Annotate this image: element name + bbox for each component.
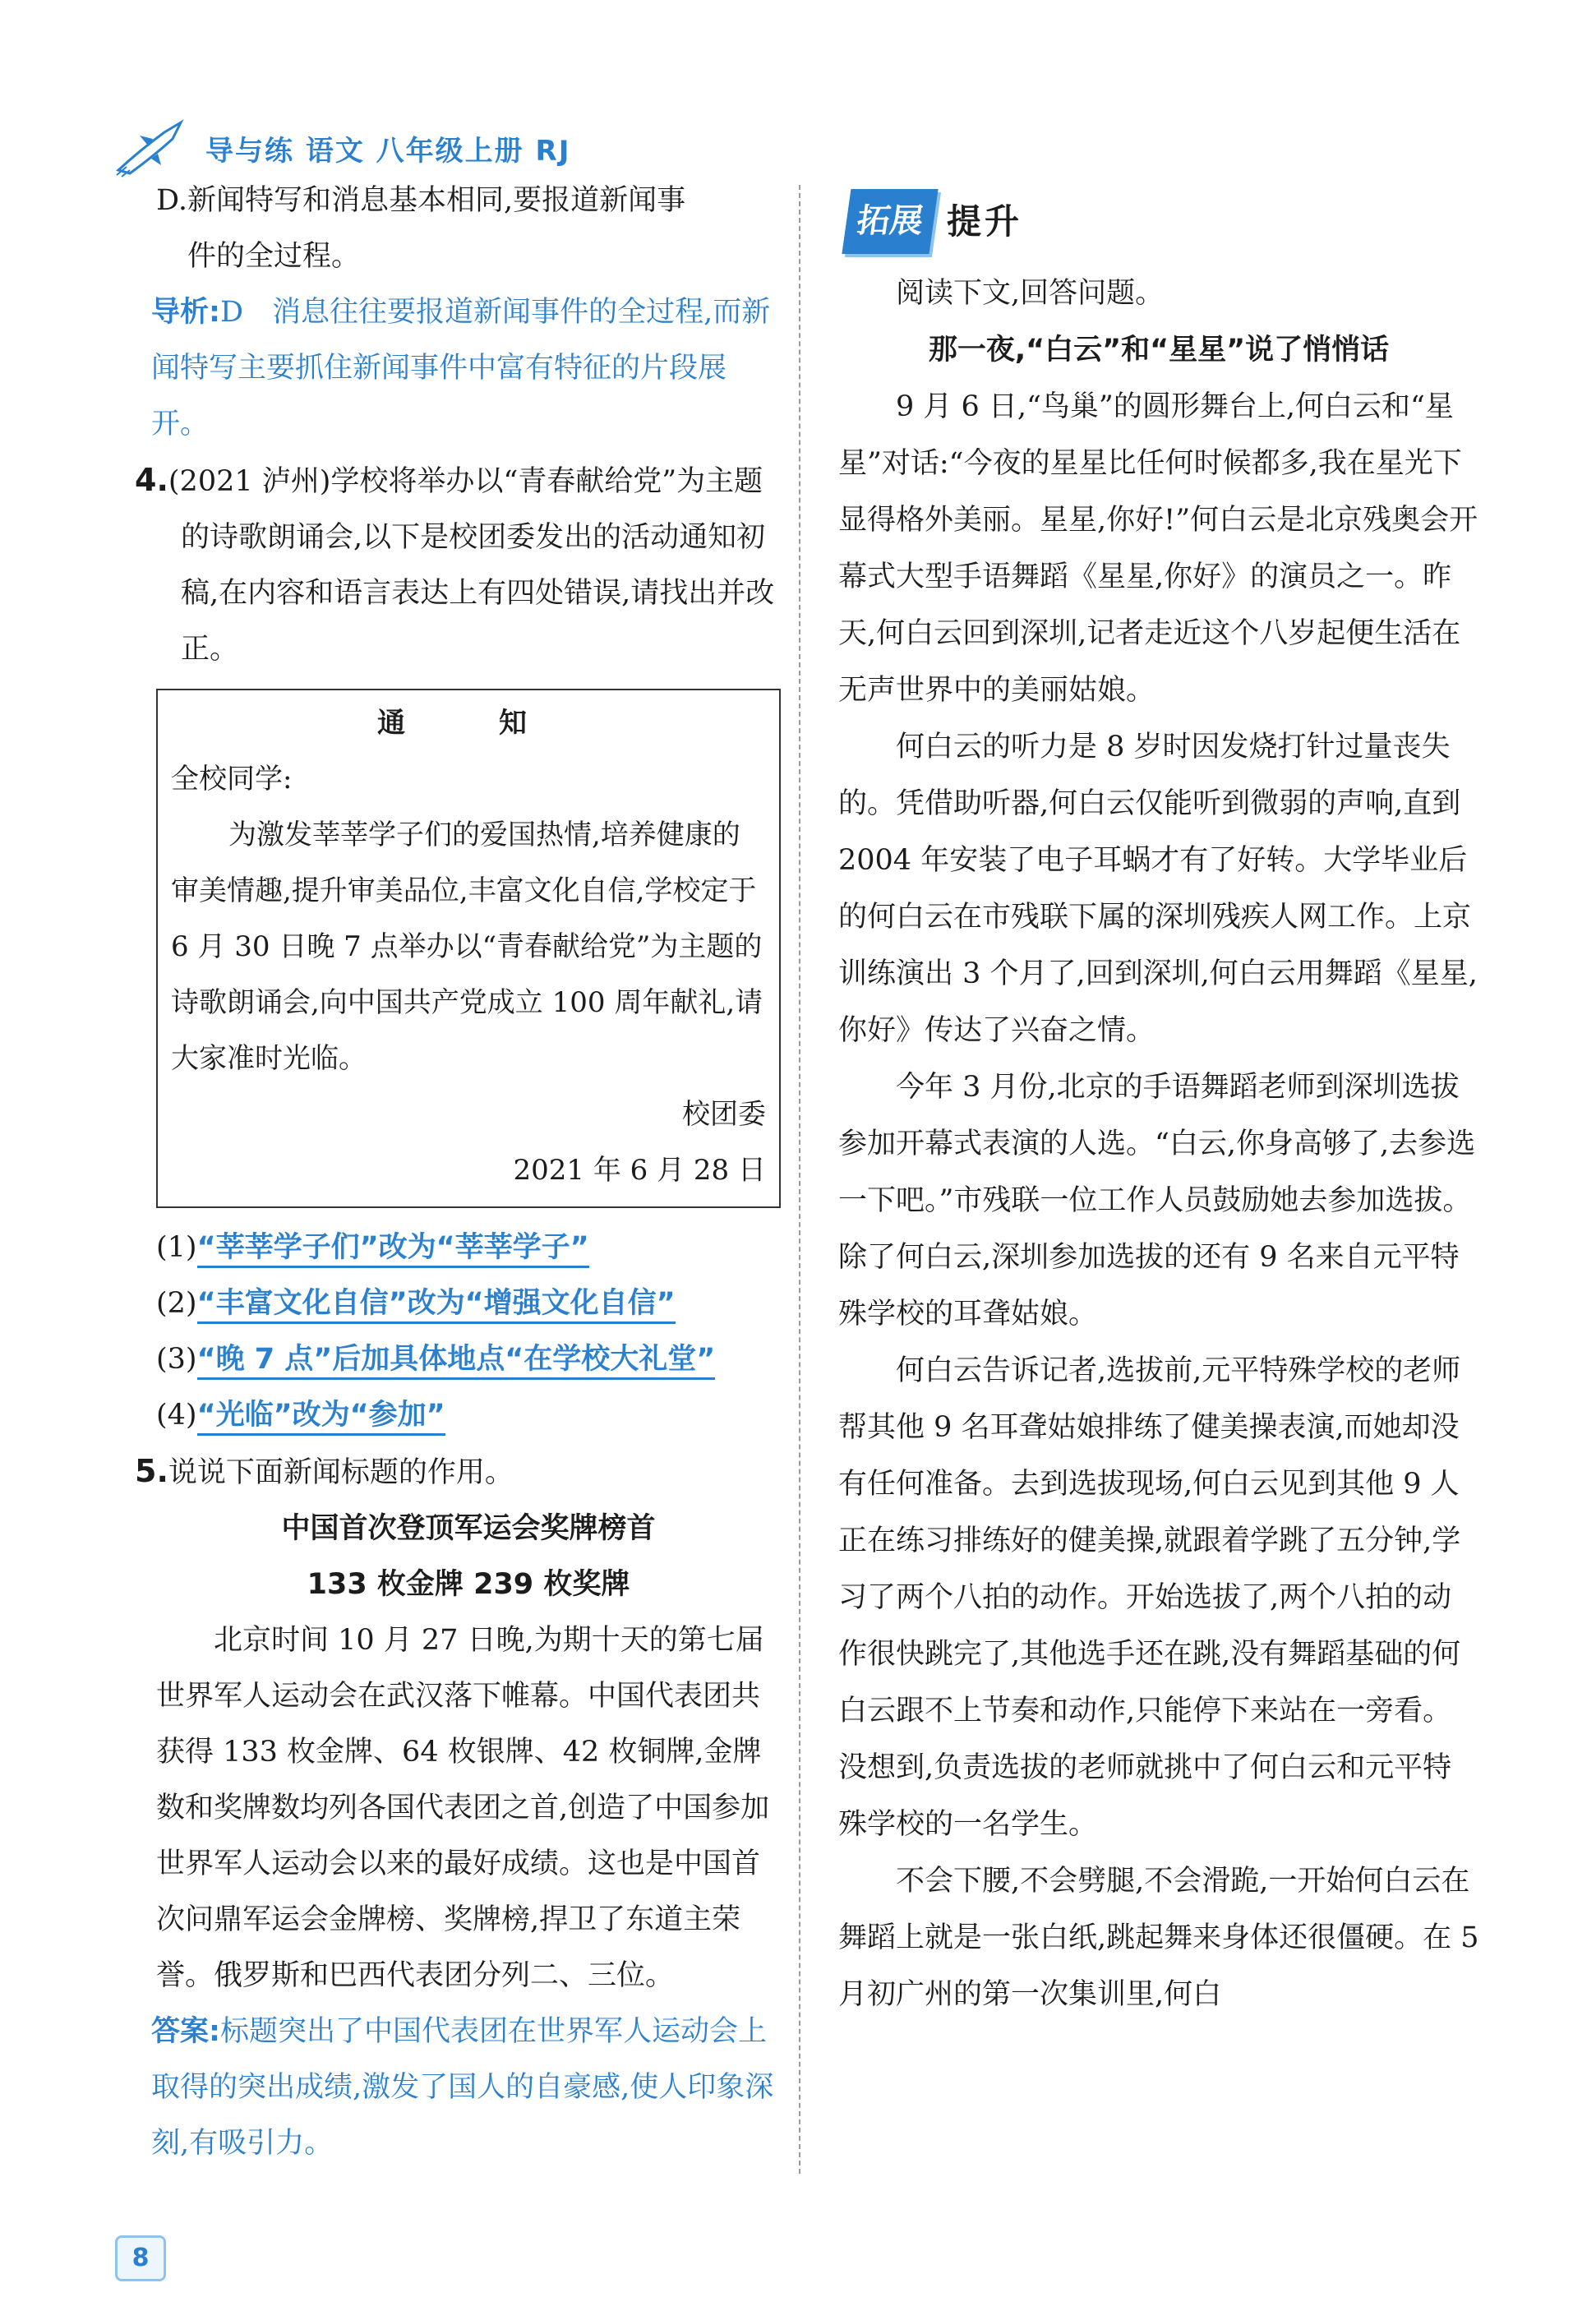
header-title: 导与练 语文 八年级上册 RJ xyxy=(205,134,571,168)
guide-analysis xyxy=(151,284,781,452)
question-5-text: 说说下面新闻标题的作用。 xyxy=(168,1456,514,1489)
guide-text: D 消息往往要报道新闻事件的全过程,而新闻特写主要抓住新闻事件中富有特征的片段展开。 xyxy=(151,296,771,440)
page-number: 8 xyxy=(115,2235,166,2281)
extension-badge xyxy=(846,189,1479,254)
page-header xyxy=(115,115,570,181)
answer-label: 答案: xyxy=(151,2015,220,2048)
answer-item: (2)“丰富文化自信”改为“增强文化自信” xyxy=(156,1275,781,1331)
jet-plane-icon xyxy=(115,118,186,178)
answer-item: (4)“光临”改为“参加” xyxy=(156,1387,781,1443)
answer-text: 标题突出了中国代表团在世界军人运动会上取得的突出成绩,激发了国人的自豪感,使人印象深刻,有吸引力。 xyxy=(151,2015,774,2160)
article-title: 那一夜,“白云”和“星星”说了悄悄话 xyxy=(928,334,1390,367)
question-4 xyxy=(135,452,781,677)
notice-date: 2021 年 6 月 28 日 xyxy=(513,1154,766,1187)
article-paragraph: 何白云的听力是 8 岁时因发烧打针过量丧失的。凭借助听器,何白云仅能听到微弱的声响,直到 2004 年安装了电子耳蜗才有了好转。大学毕业后的何白云在市残联下属的深圳残疾人网工作。上京训练演出 3 个月了,回到深圳,何白云用舞蹈《星星,你好》传达了兴奋之情。 xyxy=(838,731,1478,1047)
answer-item: (3)“晚 7 点”后加具体地点“在学校大礼堂” xyxy=(156,1331,781,1387)
reading-intro: 阅读下文,回答问题。 xyxy=(896,277,1165,310)
notice-title: 通 知 xyxy=(377,707,560,740)
notice-salutation: 全校同学: xyxy=(171,763,293,796)
answer-block xyxy=(151,2004,781,2171)
question-4-number: 4. xyxy=(135,462,168,498)
news-headline-2: 133 枚金牌 239 枚奖牌 xyxy=(307,1568,630,1601)
right-column xyxy=(838,189,1479,2023)
news-headline-1: 中国首次登顶军运会奖牌榜首 xyxy=(281,1512,656,1545)
article-paragraph: 何白云告诉记者,选拔前,元平特殊学校的老师帮其他 9 名耳聋姑娘排练了健美操表演,而她却没有任何准备。去到选拔现场,何白云见到其他 9 人正在练习排练好的健美操,就跟着学跳了五分钟,学习了两个八拍的动作。开始选拔了,两个八拍的动作很快跳完了,其他选手还在跳,没有舞蹈基础的何白云跟不上节奏和动作,只能停下来站在一旁看。没想到,负责选拔的老师就挑中了何白云和元平特殊学校的一名学生。 xyxy=(838,1354,1461,1841)
extension-tag: 拓展 xyxy=(842,189,938,254)
notice-body: 为激发莘莘学子们的爱国热情,培养健康的审美情趣,提升审美品位,丰富文化自信,学校定于 6 月 30 日晚 7 点举办以“青春献给党”为主题的诗歌朗诵会,向中国共产党成立 100 周年献礼,请大家准时光临。 xyxy=(171,819,763,1075)
extension-label: 提升 xyxy=(947,201,1023,242)
question-5 xyxy=(135,1443,781,1501)
article-paragraph: 9 月 6 日,“鸟巢”的圆形舞台上,何白云和“星星”对话:“今夜的星星比任何时候都多,我在星光下显得格外美丽。星星,你好!”何白云是北京残奥会开幕式大型手语舞蹈《星星,你好》的演员之一。昨天,何白云回到深圳,记者走近这个八岁起便生活在无声世界中的美丽姑娘。 xyxy=(838,390,1478,707)
question-5-number: 5. xyxy=(135,1453,168,1489)
option-d: D.新闻特写和消息基本相同,要报道新闻事 件的全过程。 xyxy=(156,184,686,273)
answer-list xyxy=(156,1220,781,1443)
left-column xyxy=(135,173,781,2171)
notice-box xyxy=(156,689,781,1208)
question-4-text: (2021 泸州)学校将举办以“青春献给党”为主题的诗歌朗诵会,以下是校团委发出的活动通知初稿,在内容和语言表达上有四处错误,请找出并改正。 xyxy=(168,465,775,666)
news-body: 北京时间 10 月 27 日晚,为期十天的第七届世界军人运动会在武汉落下帷幕。中国代表团共获得 133 枚金牌、64 枚银牌、42 枚铜牌,金牌数和奖牌数均列各国代表团之首,创造了中国参加世界军人运动会以来的最好成绩。这也是中国首次问鼎军运会金牌榜、奖牌榜,捍卫了东道主荣誉。俄罗斯和巴西代表团分列二、三位。 xyxy=(156,1624,770,1992)
article-paragraph: 今年 3 月份,北京的手语舞蹈老师到深圳选拔参加开幕式表演的人选。“白云,你身高够了,去参选一下吧。”市残联一位工作人员鼓励她去参加选拔。除了何白云,深圳参加选拔的还有 9 名来自元平特殊学校的耳聋姑娘。 xyxy=(838,1071,1476,1331)
answer-item: (1)“莘莘学子们”改为“莘莘学子” xyxy=(156,1220,781,1275)
notice-signer: 校团委 xyxy=(682,1098,766,1131)
article-paragraph: 不会下腰,不会劈腿,不会滑跪,一开始何白云在舞蹈上就是一张白纸,跳起舞来身体还很僵硬。在 5 月初广州的第一次集训里,何白 xyxy=(838,1865,1479,2011)
guide-label: 导析: xyxy=(151,296,220,329)
column-divider xyxy=(799,185,800,2174)
